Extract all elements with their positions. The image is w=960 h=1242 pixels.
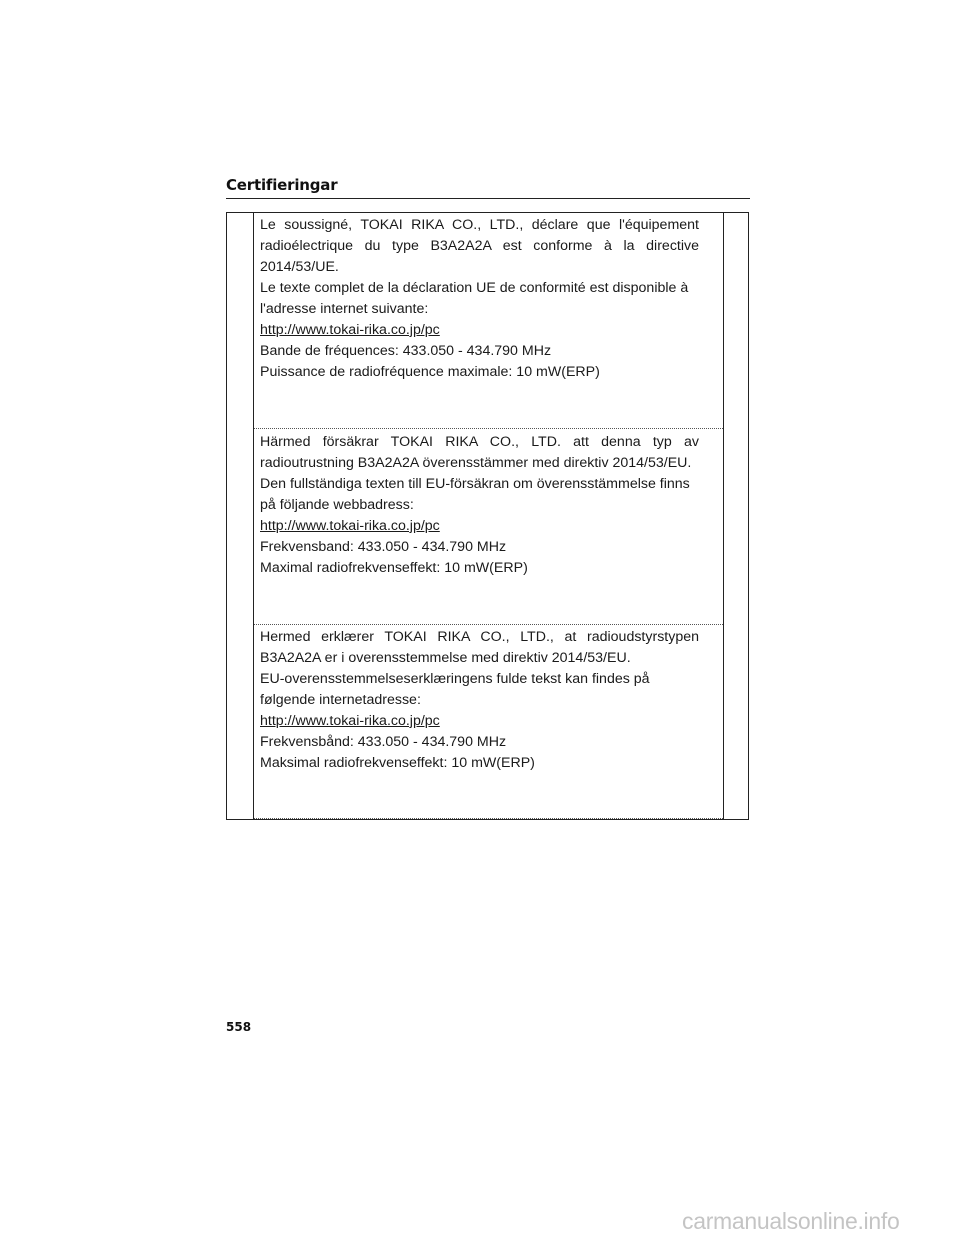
availability-text-line2: l'adresse internet suivante: [260, 301, 429, 317]
availability-text-line2: følgende internetadresse: [260, 692, 421, 708]
frequency-band-text: Bande de fréquences: 433.050 - 434.790 MHz [260, 343, 552, 359]
max-power-text: Maksimal radiofrekvenseffekt: 10 mW(ERP) [260, 755, 535, 771]
page-number: 558 [226, 1020, 252, 1034]
frequency-band-text: Frekvensbånd: 433.050 - 434.790 MHz [260, 734, 507, 750]
declaration-url-link[interactable]: http://www.tokai-rika.co.jp/pc [260, 713, 440, 729]
max-power-text: Puissance de radiofréquence maximale: 10 mW(ERP) [260, 364, 600, 380]
certification-section-swedish [260, 432, 699, 579]
declaration-text: Le soussigné, TOKAI RIKA CO., LTD., déclare que l'équipement radioélectrique du type B3A2A2A est conforme à la directive 2014/53/UE. [260, 217, 699, 275]
section-divider [254, 818, 723, 819]
declaration-url-link[interactable]: http://www.tokai-rika.co.jp/pc [260, 518, 440, 534]
watermark-text: carmanualsonline.info [682, 1208, 900, 1234]
declaration-text: Hermed erklærer TOKAI RIKA CO., LTD., at radioudstyrstypen B3A2A2A er i overensstemmelse med direktiv 2014/53/EU. [260, 629, 699, 666]
availability-text-line2: på följande webbadress: [260, 497, 414, 513]
availability-text-line1: Le texte complet de la déclaration UE de conformité est disponible à [260, 280, 689, 296]
section-divider [254, 624, 723, 625]
page-title: Certifieringar [226, 176, 338, 194]
table-left-column-border [253, 212, 254, 820]
declaration-text: Härmed försäkrar TOKAI RIKA CO., LTD. att denna typ av radioutrustning B3A2A2A överensstämmer med direktiv 2014/53/EU. [260, 434, 699, 471]
section-divider [254, 428, 723, 429]
header-divider [226, 198, 750, 199]
frequency-band-text: Frekvensband: 433.050 - 434.790 MHz [260, 539, 507, 555]
availability-text-line1: Den fullständiga texten till EU-försäkran om överensstämmelse finns [260, 476, 690, 492]
declaration-url-link[interactable]: http://www.tokai-rika.co.jp/pc [260, 322, 440, 338]
max-power-text: Maximal radiofrekvenseffekt: 10 mW(ERP) [260, 560, 528, 576]
certification-section-danish [260, 627, 699, 774]
availability-text-line1: EU-overensstemmelseserklæringens fulde tekst kan findes på [260, 671, 650, 687]
certification-section-french [260, 215, 699, 383]
table-right-column-border [723, 212, 724, 820]
